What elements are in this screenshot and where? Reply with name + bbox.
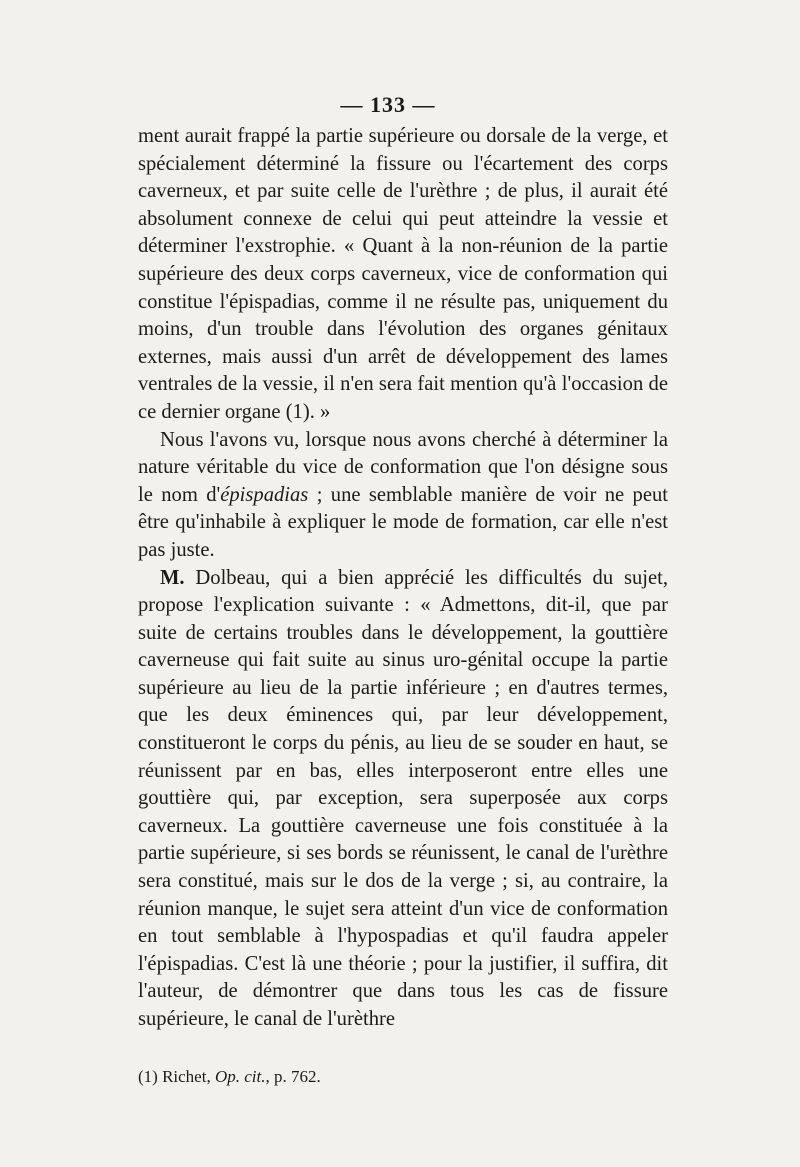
paragraph-3-text: Dolbeau, qui a bien apprécié les difficultés du sujet, propose l'explication suivante : « Admettons, dit-il, que par suite de certains troubles dans le développement, la gouttière caverneuse qui fait suite au sinus uro-génital occupe la partie supérieure au lieu de la partie inférieure ; en d'autres termes, que les deux éminences qui, par leur développement, constitueront le corps du pénis, au lieu de se souder en haut, se réunissent par en bas, elles interposeront entre elles une gouttière qui, par exception, sera superposée aux corps caverneux. La gouttière caverneuse une fois constituée à la partie supérieure, si ses bords se réunissent, le canal de l'urèthre sera constitué, mais sur le dos de la verge ; si, au contraire, la réunion manque, le sujet sera atteint d'un vice de conformation en tout semblable à l'hypospadias et qu'il faudra appeler l'épispadias. C'est là une théorie ; pour la justifier, il suffira, dit l'auteur, de démontrer que dans tous les cas de fissure supérieure, le canal de l'urèthre <box>138 566 668 1030</box>
paragraph-3 <box>138 565 668 1034</box>
footnote-author: Richet, <box>157 1067 215 1086</box>
paragraph-2-text-start: Nous l'avons vu, lorsque nous avons cherché à déterminer la nature véritable du vice de conformation que l'on désigne sous le nom d' <box>138 428 668 506</box>
page-number: — 133 — <box>340 92 436 117</box>
footnote <box>138 1066 668 1088</box>
paragraph-2 <box>138 427 668 565</box>
paragraph-1: ment aurait frappé la partie supérieure ou dorsale de la verge, et spécialement déterminé la fissure ou l'écartement des corps caverneux, et par suite celle de l'urèthre ; de plus, il aurait été absolument connexe de celui qui peut atteindre la vessie et déterminer l'exstrophie. « Quant à la non-réunion de la partie supérieure des deux corps caverneux, vice de conformation qui constitue l'épispadias, comme il ne résulte pas, uniquement du moins, d'un trouble dans l'évolution des organes génitaux externes, mais aussi d'un arrêt de développement des lames ventrales de la vessie, il n'en sera fait mention qu'à l'occasion de ce dernier organe (1). » <box>138 125 668 423</box>
footnote-reference: Op. cit. <box>214 1067 266 1086</box>
footnote-pages: , p. 762. <box>265 1067 321 1086</box>
body-text <box>138 123 668 1034</box>
paragraph-2-italic-term: épispadias <box>220 483 309 506</box>
paragraph-3-speaker: M. <box>160 566 185 589</box>
paragraph-2-text-end: ; une semblable manière de voir ne peut être qu'inhabile à expliquer le mode de formation, car elle n'est pas juste. <box>138 483 668 561</box>
footnote-marker: (1) <box>138 1067 158 1086</box>
